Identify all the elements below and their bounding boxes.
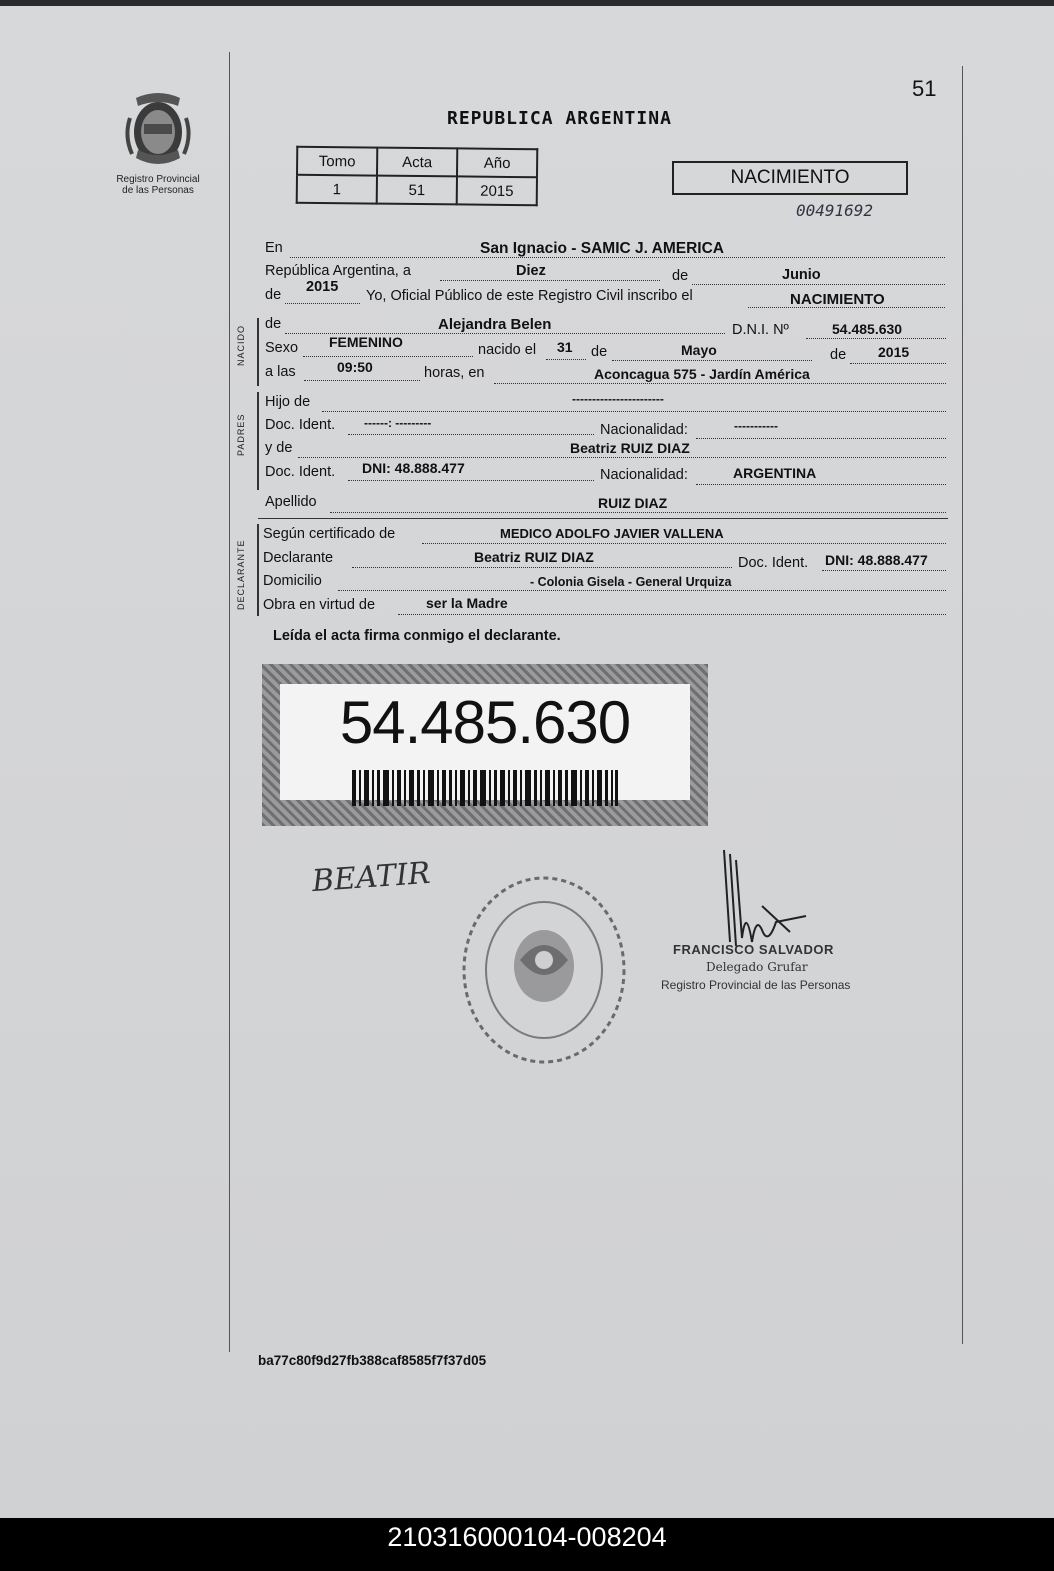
dotline: [822, 570, 946, 571]
declarant-doc-value: DNI: 48.888.477: [825, 552, 928, 568]
label-declarante: Declarante: [263, 550, 334, 566]
label-sexo: Sexo: [265, 340, 299, 356]
label-doc-ident-mother: Doc. Ident.: [265, 464, 336, 480]
birth-day-value: 31: [557, 339, 573, 355]
signatory-name: FRANCISCO SALVADOR: [673, 942, 834, 957]
father-doc-value: ------: ---------: [364, 416, 432, 430]
label-nacido-el: nacido el: [478, 342, 537, 358]
name-value: Alejandra Belen: [438, 316, 552, 333]
reason-value: ser la Madre: [426, 595, 508, 611]
label-hijo-de: Hijo de: [265, 394, 311, 410]
dotline: [303, 356, 473, 357]
dotline: [322, 411, 946, 412]
handwritten-name: BEATIR: [310, 855, 432, 900]
dotline: [494, 383, 946, 384]
header-tomo: Tomo: [297, 147, 377, 176]
dotline: [330, 512, 946, 513]
document-hash: ba77c80f9d27fb388caf8585f7f37d05: [258, 1353, 487, 1368]
dotline: [398, 614, 946, 615]
dni-sticker-number: 54.485.630: [339, 689, 631, 756]
ano-value: 2015: [457, 176, 537, 205]
label-nacionalidad-mother: Nacionalidad:: [600, 467, 688, 483]
logo-org-line2: de las Personas: [122, 185, 194, 196]
mother-nationality-value: ARGENTINA: [733, 465, 817, 481]
label-de-month: de: [591, 344, 608, 360]
month-value: Junio: [782, 267, 821, 283]
label-y-de: y de: [265, 440, 293, 456]
dotline: [422, 543, 946, 544]
tomo-value: 1: [297, 175, 377, 204]
acta-value: 51: [377, 176, 457, 205]
label-en: En: [265, 240, 283, 256]
registry-logo: [108, 88, 208, 196]
signatory-role: Delegado Grufar: [706, 960, 808, 974]
record-type-box: NACIMIENTO: [672, 161, 908, 195]
page-number: 51: [912, 76, 937, 101]
surname-value: RUIZ DIAZ: [598, 495, 668, 511]
dotline: [348, 434, 594, 435]
time-value: 09:50: [337, 359, 373, 375]
declarant-value: Beatriz RUIZ DIAZ: [474, 549, 594, 565]
label-segun-certificado: Según certificado de: [263, 526, 396, 542]
dotline: [298, 457, 946, 458]
section-label-padres: PADRES: [236, 413, 246, 456]
father-nationality-value: -----------: [734, 419, 778, 433]
left-margin-line: [229, 52, 230, 1352]
serial-number: 00491692: [796, 201, 874, 220]
closing-statement: Leída el acta firma conmigo el declarante.: [273, 628, 561, 644]
label-obra-en-virtud: Obra en virtud de: [263, 597, 376, 613]
dotline: [304, 380, 420, 381]
dni-value: 54.485.630: [832, 321, 903, 337]
yo-text: Yo, Oficial Público de este Registro Civil inscribo el: [366, 288, 693, 304]
label-horas-en: horas, en: [424, 365, 485, 381]
father-value: -----------------------: [572, 392, 664, 406]
year-value: 2015: [306, 279, 339, 295]
section-label-declarante: DECLARANTE: [236, 539, 246, 610]
dotline: [692, 284, 945, 285]
mother-doc-value: DNI: 48.888.477: [362, 460, 465, 476]
certificate-value: MEDICO ADOLFO JAVIER VALLENA: [500, 526, 724, 541]
sex-value: FEMENINO: [329, 334, 403, 350]
header-ano: Año: [457, 148, 537, 177]
event-value: NACIMIENTO: [790, 291, 885, 308]
logo-org-line1: Registro Provincial: [116, 174, 200, 185]
dotline: [696, 484, 946, 485]
dotline: [806, 338, 946, 339]
birth-year-value: 2015: [878, 344, 910, 360]
day-value: Diez: [516, 263, 546, 279]
address-value: - Colonia Gisela - General Urquiza: [530, 575, 732, 589]
section-bar-declarante: [257, 524, 259, 616]
dni-sticker: [262, 664, 708, 826]
section-bar-padres: [257, 392, 259, 490]
place-value: San Ignacio - SAMIC J. AMERICA: [480, 240, 725, 257]
dotline: [348, 480, 594, 481]
dotline: [696, 438, 946, 439]
signatory-org: Registro Provincial de las Personas: [661, 978, 851, 992]
dotline: [850, 363, 946, 364]
label-a-las: a las: [265, 364, 296, 380]
misiones-coat-of-arms-icon: [122, 88, 194, 170]
official-seal-icon: [456, 870, 632, 1070]
dotline: [546, 359, 586, 360]
label-de: de: [672, 268, 689, 284]
section-label-nacido: NACIDO: [236, 324, 246, 366]
dotline: [338, 590, 946, 591]
signature-icon: [706, 846, 816, 956]
birth-place-value: Aconcagua 575 - Jardín América: [594, 366, 810, 382]
dotline: [612, 360, 812, 361]
label-de-year: de: [265, 287, 282, 303]
dotline: [285, 303, 360, 304]
header-acta: Acta: [377, 148, 457, 177]
section-bar-nacido: [257, 318, 259, 386]
document-title: REPUBLICA ARGENTINA: [447, 108, 672, 129]
birth-month-value: Mayo: [681, 342, 717, 358]
label-de-nacido: de: [265, 316, 282, 332]
mother-value: Beatriz RUIZ DIAZ: [570, 440, 690, 456]
label-dni: D.N.I. Nº: [732, 322, 789, 338]
label-de-birth-year: de: [830, 347, 847, 363]
label-nacionalidad-father: Nacionalidad:: [600, 422, 688, 438]
label-republica: República Argentina, a: [265, 263, 411, 279]
label-doc-ident-declarant: Doc. Ident.: [738, 555, 809, 571]
file-id: 210316000104-008204: [387, 1522, 667, 1552]
dotline: [352, 567, 732, 568]
label-doc-ident-father: Doc. Ident.: [265, 417, 336, 433]
label-apellido: Apellido: [265, 494, 317, 510]
separator-line: [258, 518, 948, 519]
right-margin-line: [962, 66, 963, 1344]
label-domicilio: Domicilio: [263, 573, 322, 589]
dotline: [440, 280, 660, 281]
barcode-icon: [352, 770, 618, 806]
register-table: [296, 146, 539, 207]
